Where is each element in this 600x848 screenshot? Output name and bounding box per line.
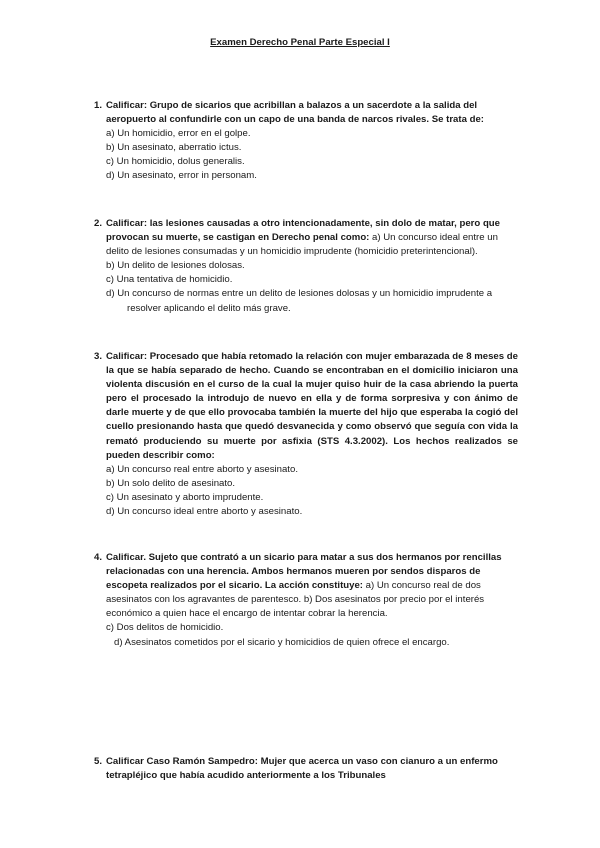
option-c: c) Dos delitos de homicidio. — [106, 622, 224, 634]
question-stem: Calificar Caso Ramón Sampedro: Mujer que acerca un vaso con cianuro a un enfermo tetrapléjico que había acudido anteriormente a los Tribunales — [106, 756, 498, 782]
question-4 — [94, 551, 518, 650]
question-stem: Calificar: Procesado que había retomado la relación con mujer embarazada de 8 meses de la que se había separado de hecho. Cuando se encontraban en el domicilio iniciaron una violenta discusión en el curso de la cual la mujer quiso huir de la casa abriendo la puerta pero el procesado la introdujo de nuevo en ella y de forma sorpresiva y con ánimo de darle muerte y de que ello provocaba también la muerte del hijo que esperaba la cogió del cuello presionando hasta que quedó desvanecida y como observó que seguía con vida la remató produciendo su muerte por asfixia (STS 4.3.2002). Los hechos realizados se pueden describir como: — [106, 351, 518, 461]
option-c: c) Un homicidio, dolus generalis. — [106, 156, 245, 168]
question-number: 4. — [94, 552, 103, 563]
option-a: a) Un homicidio, error en el golpe. — [106, 128, 251, 140]
document-title: Examen Derecho Penal Parte Especial I — [210, 37, 390, 48]
option-a: a) Un concurso real entre aborto y asesinato. — [106, 463, 298, 475]
question-3 — [94, 350, 518, 519]
options-list — [106, 127, 518, 183]
option-a-inline: a) Un concurso ideal entre un delito de lesiones consumadas y un homicidio imprudente (homicidio preterintencional). — [106, 232, 498, 258]
question-2 — [94, 217, 518, 316]
question-number: 2. — [94, 218, 103, 229]
question-number: 3. — [94, 351, 103, 362]
option-c: c) Una tentativa de homicidio. — [106, 274, 233, 286]
option-d: d) Un concurso de normas entre un delito de lesiones dolosas y un homicidio imprudente a resolver aplicando el delito más grave. — [106, 288, 493, 314]
option-b: b) Un delito de lesiones dolosas. — [106, 260, 245, 272]
question-stem: Calificar. Sujeto que contrató a un sicario para matar a sus dos hermanos por rencillas relacionadas con una herencia. Ambos hermanos mueren por sendos disparos de escopeta realizados por el sicario. La acción constituye: — [106, 552, 502, 592]
option-d: d) Un concurso ideal entre aborto y asesinato. — [106, 506, 303, 518]
options-list — [106, 463, 518, 519]
options-list — [106, 621, 518, 649]
question-number: 5. — [94, 756, 103, 767]
option-b: b) Un asesinato, aberratio ictus. — [106, 142, 242, 154]
options-list — [106, 259, 518, 315]
question-stem: Calificar: las lesiones causadas a otro intencionadamente, sin dolo de matar, pero que provocan su muerte, se castigan en Derecho penal como: — [106, 218, 500, 244]
question-number: 1. — [94, 100, 103, 111]
option-c: c) Un asesinato y aborto imprudente. — [106, 491, 264, 503]
option-b: b) Un solo delito de asesinato. — [106, 477, 236, 489]
option-ab-inline: a) Un concurso real de dos asesinatos con los agravantes de parentesco. b) Dos asesinatos por precio por el interés económico a quien hace el encargo de intentar cobrar la herencia. — [106, 580, 485, 620]
question-stem: Calificar: Grupo de sicarios que acribillan a balazos a un sacerdote a la salida del aeropuerto al confundirle con un capo de una banda de narcos rivales. Se trata de: — [106, 100, 484, 126]
option-d: d) Un asesinato, error in personam. — [106, 170, 257, 182]
question-5 — [94, 755, 518, 783]
option-d: d) Asesinatos cometidos por el sicario y homicidios de quien ofrece el encargo. — [114, 636, 450, 648]
question-1 — [94, 99, 518, 184]
